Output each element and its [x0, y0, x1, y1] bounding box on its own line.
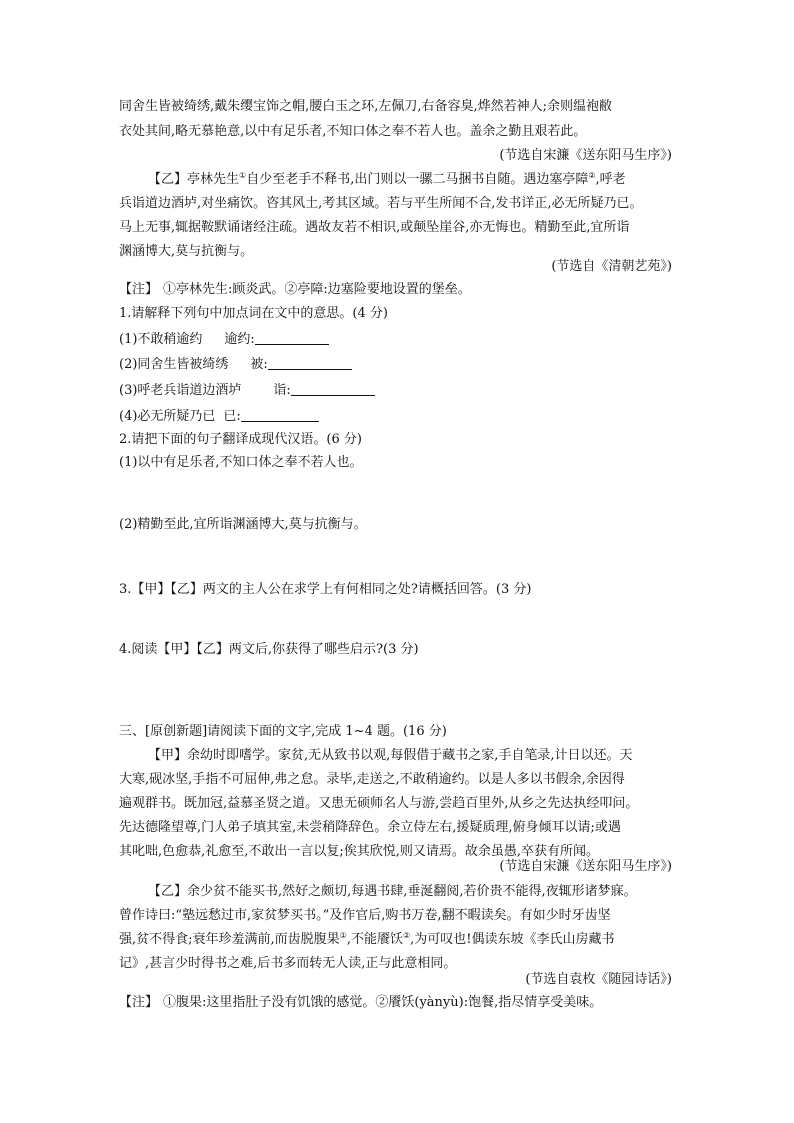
section-heading: 三、[原创新题]请阅读下面的文字,完成 1~4 题。(16 分)	[119, 724, 447, 739]
footnote-marker: ②	[402, 931, 411, 940]
question-2-item: (2)精勤至此,宜所诣渊涵博大,莫与抗衡与。	[119, 517, 367, 532]
passage-b-text: ,呼老	[595, 172, 626, 187]
item-text: (4)必无所疑乃已	[119, 409, 216, 424]
passage-a-line: 先达德隆望尊,门人弟子填其室,未尝稍降辞色。余立侍左右,援疑质理,俯身倾耳以请;或遇	[119, 820, 621, 835]
item-term: 已:	[223, 409, 241, 424]
passage-b-text: ,为可叹也!偶读东坡《李氏山房藏书	[410, 932, 615, 947]
question-1: 1.请解释下列句中加点词在文中的意思。(4 分)	[119, 306, 388, 321]
question-2: 2.请把下面的句子翻译成现代汉语。(6 分)	[119, 432, 362, 447]
passage-a-line: 同舍生皆被绮绣,戴朱缨宝饰之帽,腰白玉之环,左佩刀,右备容臭,烨然若神人;余则缊袍敝	[119, 99, 613, 114]
note-text: ①腹果:这里指肚子没有饥饿的感觉。②餍饫(yànyù):饱餐,指尽情享受美味。	[163, 995, 603, 1010]
note-label: 【注】	[119, 282, 159, 297]
item-text: (2)同舍生皆被绮绣	[119, 357, 229, 372]
passage-b-source: (节选自袁枚《随园诗话》)	[525, 972, 672, 987]
note-text: ①亭林先生:顾炎武。②亭障:边塞险要地设置的堡垒。	[163, 282, 471, 297]
question-1-item	[119, 357, 352, 371]
item-text: (3)呼老兵诣道边酒垆	[119, 383, 242, 398]
question-1-item	[119, 332, 329, 346]
passage-a-source: (节选自宋濂《送东阳马生序》)	[499, 148, 672, 163]
item-term: 逾约:	[224, 332, 255, 347]
footnote-marker: ①	[239, 171, 247, 180]
passage-b-line	[119, 933, 615, 946]
passage-a-line: 遍观群书。既加冠,益慕圣贤之道。又患无硕师名人与游,尝趋百里外,从乡之先达执经叩问。	[119, 796, 639, 811]
section-note	[119, 996, 602, 1009]
answer-blank[interactable]	[255, 332, 329, 345]
passage-a-line: 衣处其间,略无慕艳意,以中有足乐者,不知口体之奉不若人也。盖余之勤且艰若此。	[119, 124, 587, 139]
question-1-item	[119, 409, 319, 423]
passage-b-line: 渊涵博大,莫与抗衡与。	[119, 244, 254, 259]
passage-a-line: 【甲】余幼时即嗜学。家贫,无从致书以观,每假借于藏书之家,手自笔录,计日以还。天	[148, 748, 633, 763]
passage-b-line	[148, 173, 626, 186]
answer-blank[interactable]	[241, 409, 319, 422]
passage-a-line: 其叱咄,色愈恭,礼愈至,不敢出一言以复;俟其欣悦,则又请焉。故余虽愚,卒获有所闻。	[119, 844, 600, 859]
passage-b-line: 曾作诗曰:“塾远愁过市,家贫梦买书。”及作官后,购书万卷,翻不暇读矣。有如少时牙齿坚	[119, 908, 611, 923]
passage-a-source: (节选自宋濂《送东阳马生序》)	[499, 859, 672, 874]
passage-b-note	[119, 283, 471, 296]
passage-b-line: 记》,甚言少时得书之难,后书多而转无人读,正与此意相同。	[119, 956, 457, 971]
passage-b-line: 兵诣道边酒垆,对坐痛饮。咨其风土,考其区域。若与平生所闻不合,发书详正,必无所疑乃已。	[119, 196, 643, 211]
question-2-item: (1)以中有足乐者,不知口体之奉不若人也。	[119, 455, 363, 470]
passage-b-text: 自少至老手不释书,出门则以一骡二马捆书自随。遇边塞亭障	[246, 172, 589, 187]
question-3: 3.【甲】【乙】两文的主人公在求学上有何相同之处?请概括回答。(3 分)	[119, 582, 532, 597]
passage-b-line: 【乙】余少贫不能买书,然好之颇切,每遇书肆,垂涎翻阅,若价贵不能得,夜辄形诸梦寐。	[148, 884, 637, 899]
item-text: (1)不敢稍逾约	[119, 332, 203, 347]
footnote-marker: ①	[339, 931, 347, 940]
item-term: 被:	[250, 357, 268, 372]
passage-a-line: 大寒,砚冰坚,手指不可屈伸,弗之怠。录毕,走送之,不敢稍逾约。以是人多以书假余,余因得	[119, 772, 625, 787]
passage-b-source: (节选自《清朝艺苑》)	[551, 259, 672, 274]
question-1-item	[119, 383, 375, 397]
note-label: 【注】	[119, 995, 159, 1010]
footnote-marker: ②	[588, 171, 596, 180]
passage-b-text: 【乙】亭林先生	[148, 172, 240, 187]
passage-b-text: 强,贫不得食;衰年珍羞满前,而齿脱腹果	[119, 932, 340, 947]
question-4: 4.阅读【甲】【乙】两文后,你获得了哪些启示?(3 分)	[119, 642, 419, 657]
passage-b-line: 马上无事,辄据鞍默诵诸经注疏。遇故友若不相识,或颠坠崖谷,亦无悔也。精勤至此,宜所诣	[119, 220, 630, 235]
passage-b-text: ,不能餍饫	[346, 932, 403, 947]
answer-blank[interactable]	[268, 357, 352, 370]
item-term: 诣:	[273, 383, 291, 398]
answer-blank[interactable]	[291, 383, 375, 396]
